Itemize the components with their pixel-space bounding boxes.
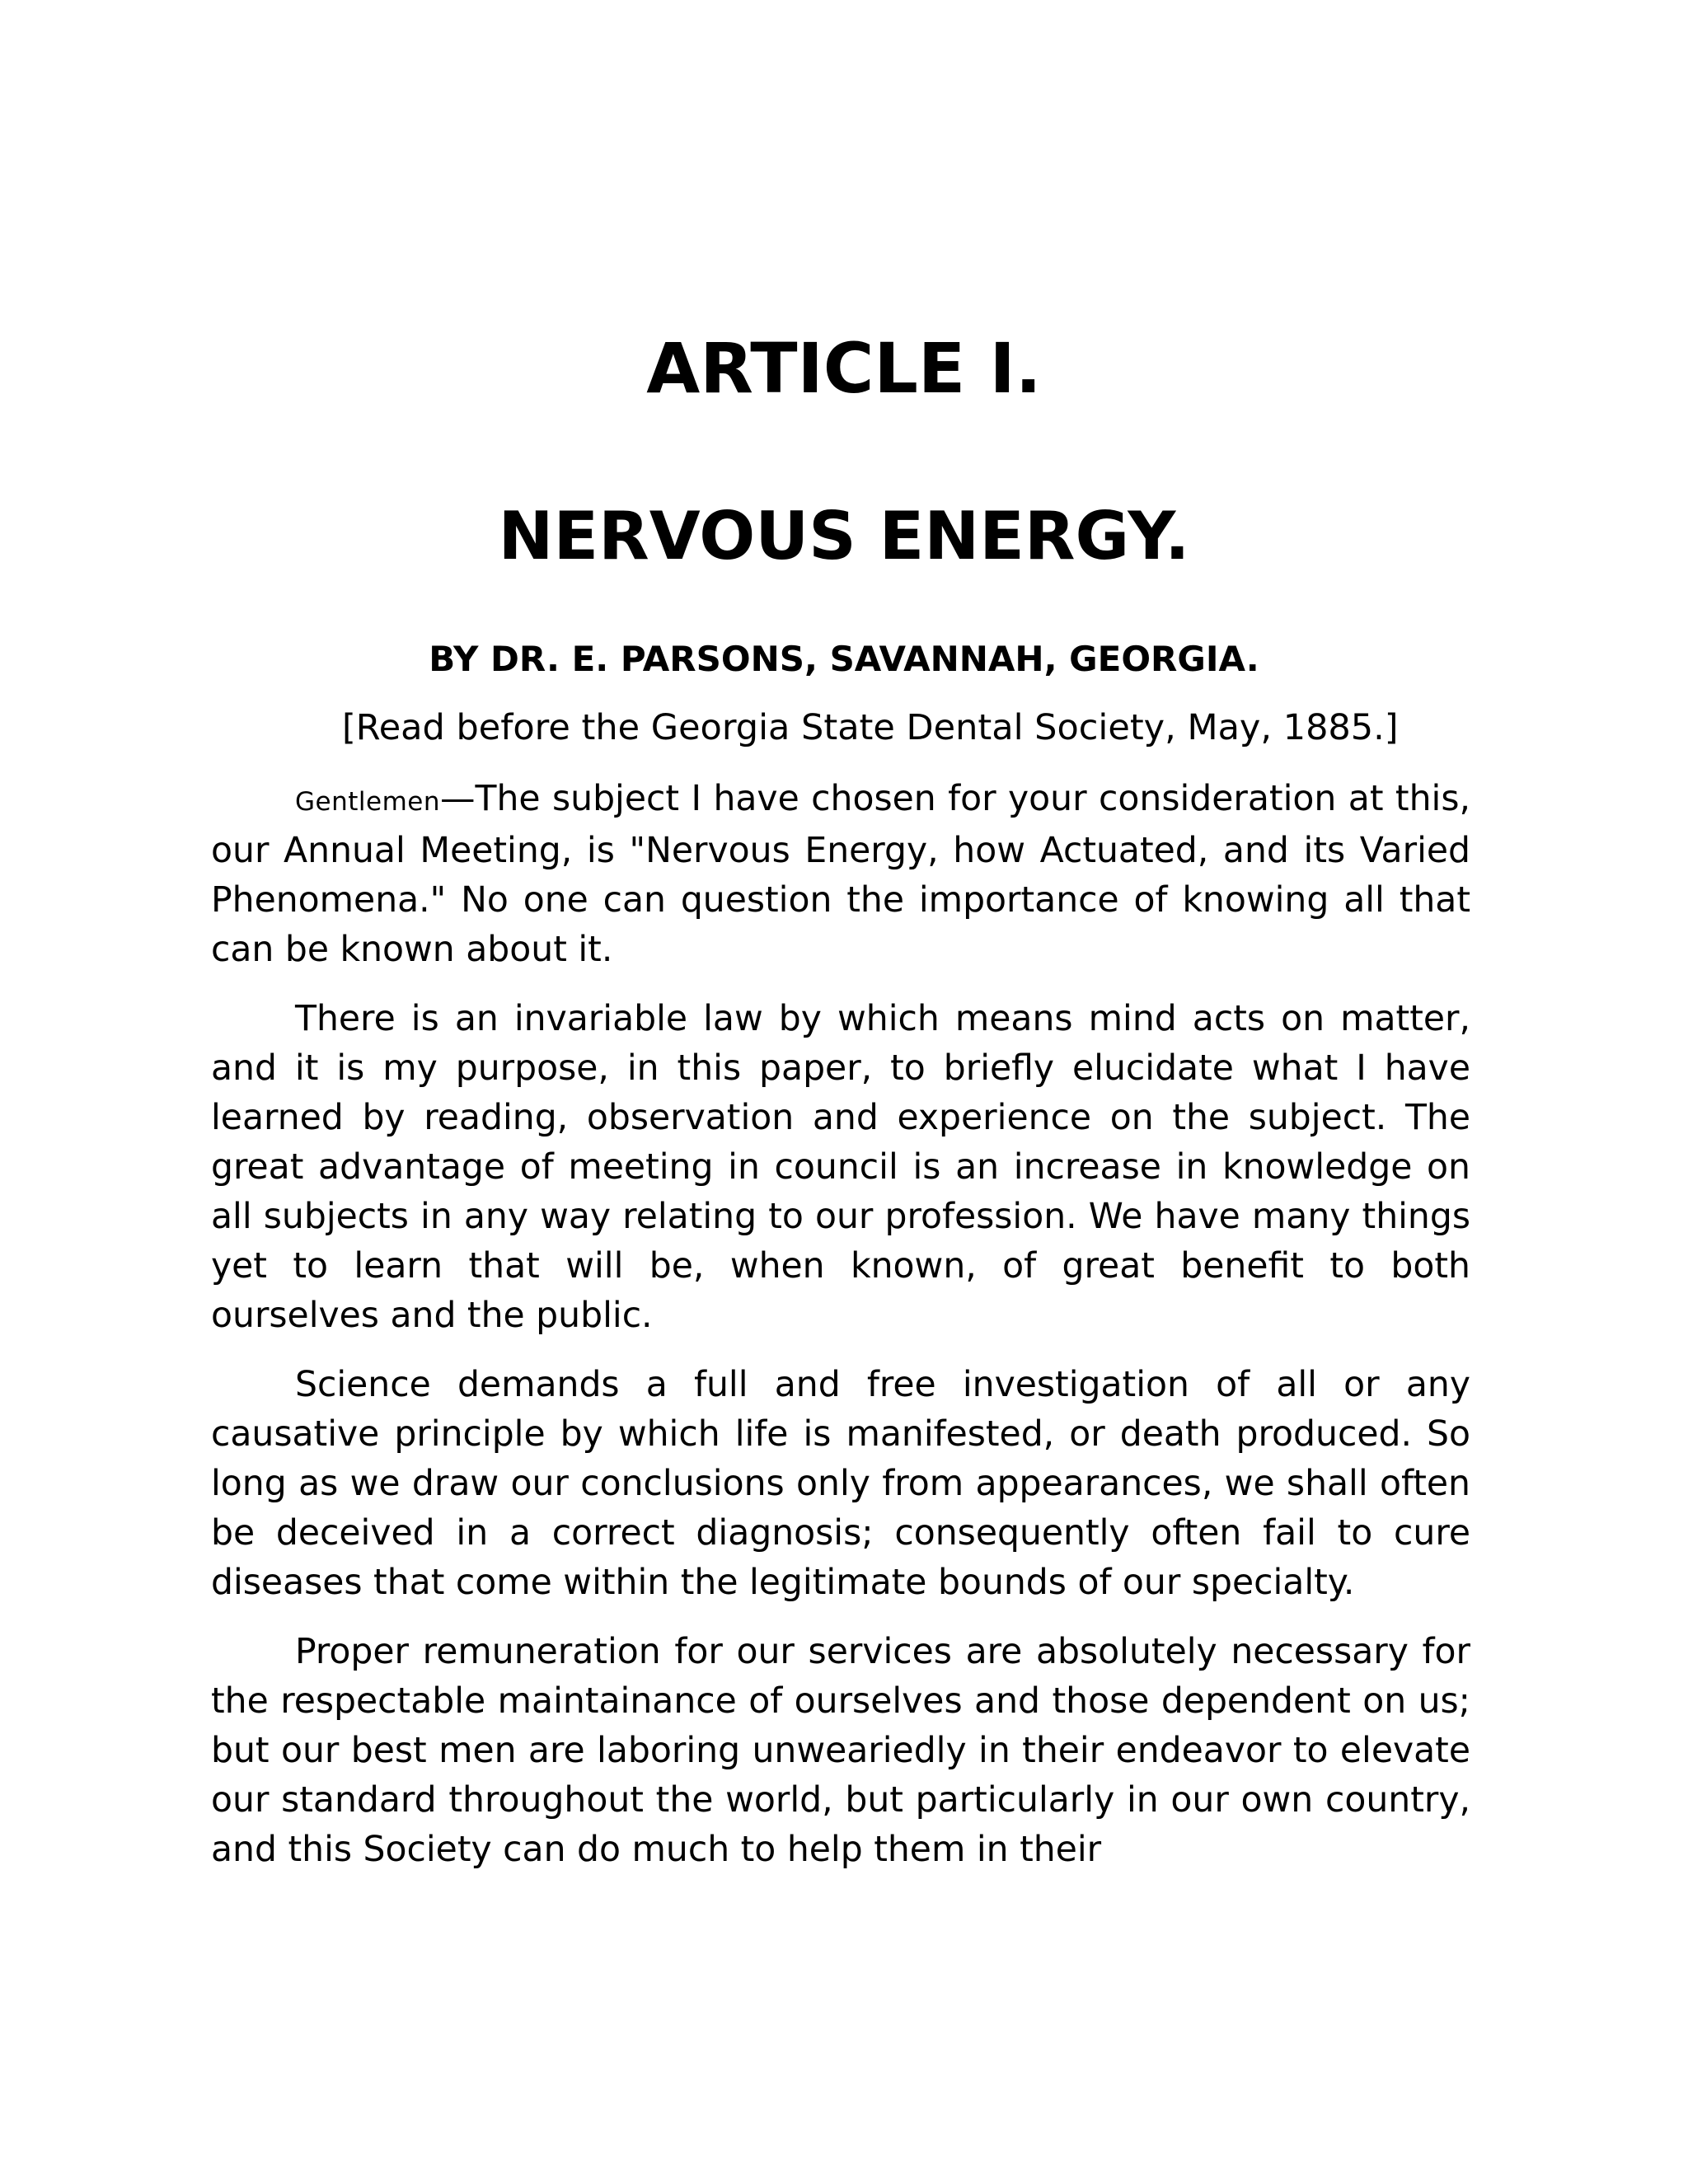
paragraph-4: Proper remuneration for our services are absolutely necessary for the respectable maintainance of ourselves and those dependent on us; but our best men are laboring unweariedly in their endeavor to elevate our standard throughout the world, but particularly in our own country, and this Society can do much to help them in their xyxy=(211,1632,1470,1870)
paragraph-2: There is an invariable law by which means mind acts on matter, and it is my purpose, in this paper, to briefly elucidate what I have learned by reading, observation and experience on the subject. The great advantage of meeting in council is an increase in knowledge on all subjects in any way relating to our profession. We have many things yet to learn that will be, when known, of great benefit to both ourselves and the public. xyxy=(211,999,1470,1336)
read-before-note: [Read before the Georgia State Dental Society, May, 1885.] xyxy=(342,707,1399,748)
article-title: NERVOUS ENERGY. xyxy=(498,498,1190,574)
byline: BY DR. E. PARSONS, SAVANNAH, GEORGIA. xyxy=(429,639,1259,679)
salutation: Gentlemen xyxy=(295,787,440,817)
article-number: ARTICLE I. xyxy=(646,328,1042,409)
paragraph-1 xyxy=(211,775,1470,975)
paragraph-1-text: —The subject I have chosen for your consideration at this, our Annual Meeting, is "Nervous Energy, how Actuated, and its Varied Phenomena." No one can question the importance of knowing all that can be known about it. xyxy=(211,779,1470,970)
article-body xyxy=(211,775,1470,1895)
paragraph-3: Science demands a full and free investigation of all or any causative principle by which life is manifested, or death produced. So long as we draw our conclusions only from appearances, we shall often be deceived in a correct diagnosis; consequently often fail to cure diseases that come within the legitimate bounds of our specialty. xyxy=(211,1365,1470,1603)
